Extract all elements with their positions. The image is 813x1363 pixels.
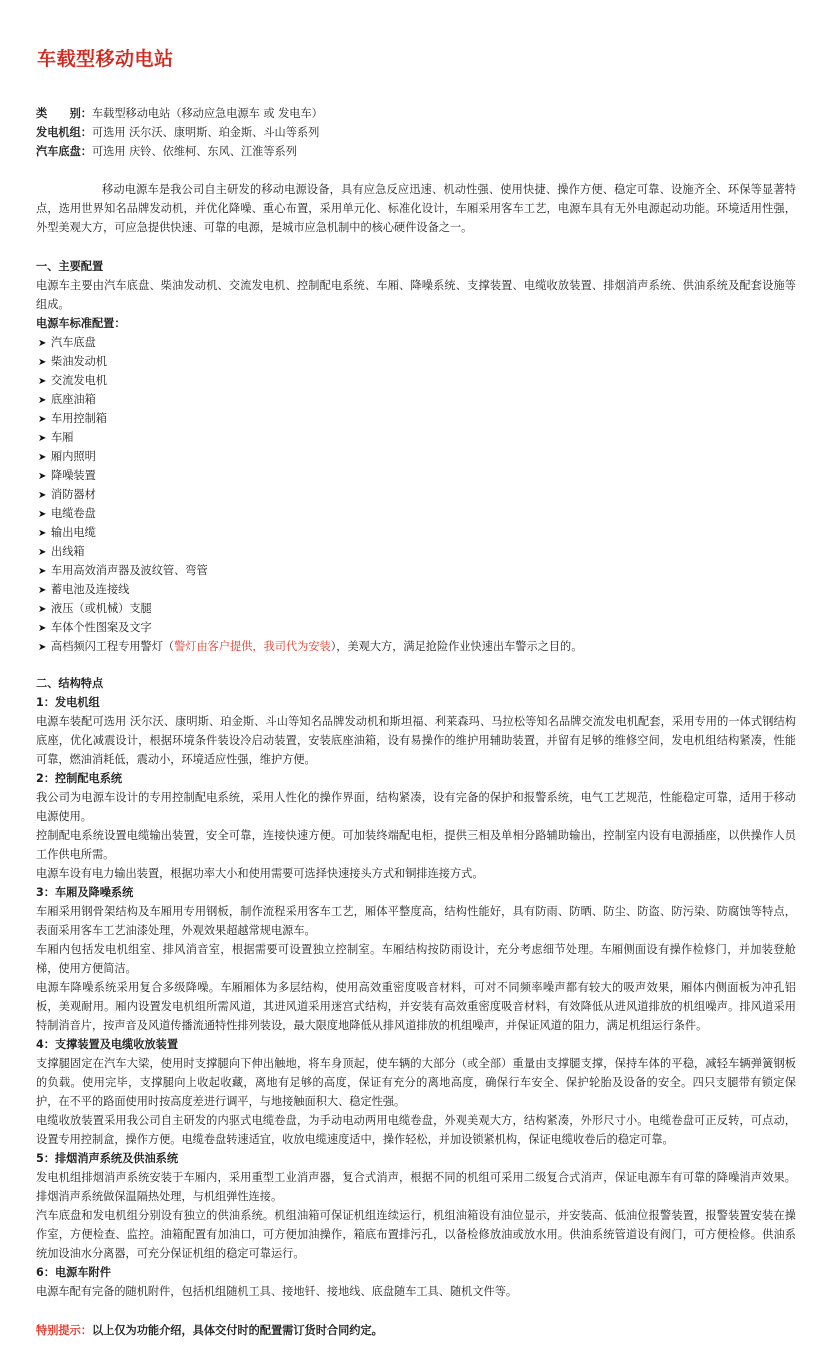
s5-heading: 5：排烟消声系统及供油系统 — [36, 1152, 179, 1165]
category-value: 车载型移动电站（移动应急电源车 或 发电车） — [91, 107, 323, 120]
s6-heading: 6：电源车附件 — [36, 1266, 111, 1279]
intro-paragraph: 移动电源车是我公司自主研发的移动电源设备，具有应急反应迅速、机动性强、使用快捷、操作方便、稳定可靠、设施齐全、环保等显著特点，选用世界知名品牌发动机，并优化降噪、重心布置，采用单元化、标准化设计，车厢采用客车工艺，电源车具有无外电源起动功能。环境适用性强，外型美观大方，可应急提供快速、可靠的电源，是城市应急机制中的核心硬件设备之一。 — [36, 183, 796, 234]
category-label: 类 别： — [36, 107, 92, 120]
arrow-bullet-icon: ➤ — [38, 604, 47, 615]
s2-heading: 2：控制配电系统 — [36, 772, 123, 785]
list-item: ➤ 底座油箱 — [38, 390, 582, 409]
notice-label: 特别提示： — [36, 1324, 92, 1337]
list-item: ➤ 液压（或机械）支腿 — [38, 599, 582, 618]
list-item: ➤ 车体个性图案及文字 — [38, 618, 582, 637]
s2-text2: 控制配电系统设置电缆输出装置，安全可靠，连接快速方便。可加装终端配电柜，提供三相及单相分路辅助输出，控制室内设有电源插座，以供操作人员工作供电所需。 — [36, 829, 796, 861]
s1-text: 电源车装配可选用 沃尔沃、康明斯、珀金斯、斗山等知名品牌发动机和斯坦福、利莱森玛、马拉松等知名品牌交流发电机配套，采用专用的一体式钢结构底座，优化减震设计，根据环境条件装设冷启动装置，安装底座油箱，设有易操作的维护用辅助装置，并留有足够的维修空间，发电机组结构紧凑，性能可靠，燃油消耗低，震动小，环境适应性强，维护方便。 — [36, 715, 796, 766]
list-item: ➤ 车厢 — [38, 428, 582, 447]
s2-text1: 我公司为电源车设计的专用控制配电系统，采用人性化的操作界面，结构紧凑，设有完备的保护和报警系统，电气工艺规范，性能稳定可靠，适用于移动电源使用。 — [36, 791, 796, 823]
arrow-bullet-icon: ➤ — [38, 547, 47, 558]
notice-text: 以上仅为功能介绍，具体交付时的配置需订货时合同约定。 — [91, 1324, 383, 1337]
list-item: ➤ 交流发电机 — [38, 371, 582, 390]
list-item: ➤ 汽车底盘 — [38, 333, 582, 352]
s4-heading: 4：支撑装置及电缆收放装置 — [36, 1038, 179, 1051]
arrow-bullet-icon: ➤ — [38, 623, 47, 634]
section1-text: 电源车主要由汽车底盘、柴油发动机、交流发电机、控制配电系统、车厢、降噪系统、支撑装置、电缆收放装置、排烟消声系统、供油系统及配套设施等组成。 — [36, 279, 796, 311]
s3-heading: 3：车厢及降噪系统 — [36, 886, 134, 899]
list-item: ➤ 高档频闪工程专用警灯（警灯由客户提供，我司代为安装），美观大方，满足抢险作业快速出车警示之目的。 — [38, 637, 582, 656]
arrow-bullet-icon: ➤ — [38, 395, 47, 406]
chassis-label: 汽车底盘： — [36, 145, 92, 158]
list-item: ➤ 车用控制箱 — [38, 409, 582, 428]
arrow-bullet-icon: ➤ — [38, 338, 47, 349]
list-item: ➤ 消防器材 — [38, 485, 582, 504]
s5-text1: 发电机组排烟消声系统安装于车厢内，采用重型工业消声器，复合式消声，根据不同的机组可采用二级复合式消声，保证电源车有可靠的降噪消声效果。排烟消声系统做保温隔热处理，与机组弹性连接。 — [36, 1171, 796, 1203]
list-item: ➤ 电缆卷盘 — [38, 504, 582, 523]
arrow-bullet-icon: ➤ — [38, 414, 47, 425]
s3-text2: 车厢内包括发电机组室、排风消音室，根据需要可设置独立控制室。车厢结构按防雨设计，充分考虑细节处理。车厢侧面设有操作检修门，并加装登舱梯，使用方便简洁。 — [36, 943, 796, 975]
chassis-value: 可选用 庆铃、依维柯、东风、江淮等系列 — [91, 145, 297, 158]
s3-text3: 电源车降噪系统采用复合多级降噪。车厢厢体为多层结构，使用高效重密度吸音材料，可对不同频率噪声都有较大的吸声效果，厢体内侧面板为冲孔铝板，美观耐用。厢内设置发电机组所需风道，其进风道采用迷宫式结构，并安装有高效重密度吸音材料，有效降低从进风道排放的机组噪声。排风道采用特制消音片，按声音及风道传播流通特性排列装设，最大限度地降低从排风道排放的机组噪声，并保证风道的阻力，满足机组运行条件。 — [36, 981, 796, 1032]
list-item: ➤ 厢内照明 — [38, 447, 582, 466]
s5-text2: 汽车底盘和发电机组分别设有独立的供油系统。机组油箱可保证机组连续运行，机组油箱设有油位显示，并安装高、低油位报警装置，报警装置安装在操作室，方便检查、监控。油箱配置有加油口，可方便加油操作，箱底布置排污孔，以备检修放油或放水用。供油系统管道设有阀门，可方便检修。供油系统加设油水分离器，可充分保证机组的稳定可靠运行。 — [36, 1209, 796, 1260]
section1-heading: 一、主要配置 — [36, 260, 104, 273]
list-item: ➤ 出线箱 — [38, 542, 582, 561]
list-item: ➤ 降噪装置 — [38, 466, 582, 485]
list-item: ➤ 车用高效消声器及波纹管、弯管 — [38, 561, 582, 580]
arrow-bullet-icon: ➤ — [38, 509, 47, 520]
s1-heading: 1：发电机组 — [36, 696, 100, 709]
arrow-bullet-icon: ➤ — [38, 528, 47, 539]
arrow-bullet-icon: ➤ — [38, 471, 47, 482]
standard-config-heading: 电源车标准配置： — [36, 317, 126, 330]
s4-text1: 支撑腿固定在汽车大梁，使用时支撑腿向下伸出触地，将车身顶起，使车辆的大部分（或全部）重量由支撑腿支撑，保持车体的平稳，减轻车辆弹簧钢板的负载。使用完毕，支撑腿向上收起收藏，离地有足够的高度，保证有充分的离地高度，确保行车安全、保护轮胎及设备的安全。四只支腿带有锁定保护，在不平的路面使用时按高度差进行调平，与地接触面积大、稳定性强。 — [36, 1057, 796, 1108]
page-title: 车载型移动电站 — [37, 48, 174, 70]
list-item: ➤ 输出电缆 — [38, 523, 582, 542]
special-notice — [36, 1321, 383, 1340]
arrow-bullet-icon: ➤ — [38, 585, 47, 596]
arrow-bullet-icon: ➤ — [38, 357, 47, 368]
chassis-row — [36, 142, 297, 161]
s6-text: 电源车配有完备的随机附件，包括机组随机工具、接地钎、接地线、底盘随车工具、随机文件等。 — [36, 1285, 518, 1298]
category-row — [36, 104, 323, 123]
s4-text2: 电缆收放装置采用我公司自主研发的内驱式电缆卷盘，为手动电动两用电缆卷盘，外观美观大方，结构紧凑，外形尺寸小。电缆卷盘可正反转，可点动，设置专用控制盒，操作方便。电缆卷盘转速适宜，收放电缆速度适中，操作轻松，并加设锁紧机构，保证电缆收卷后的稳定可靠。 — [36, 1114, 796, 1146]
arrow-bullet-icon: ➤ — [38, 452, 47, 463]
arrow-bullet-icon: ➤ — [38, 376, 47, 387]
standard-config-list — [38, 333, 582, 656]
list-item: ➤ 蓄电池及连接线 — [38, 580, 582, 599]
genset-label: 发电机组： — [36, 126, 92, 139]
arrow-bullet-icon: ➤ — [38, 490, 47, 501]
s3-text1: 车厢采用钢骨架结构及车厢用专用钢板，制作流程采用客车工艺，厢体平整度高，结构性能好，具有防雨、防晒、防尘、防盗、防污染、防腐蚀等特点，表面采用客车工艺油漆处理，外观效果超越常规电源车。 — [36, 905, 796, 937]
section2-heading: 二、结构特点 — [36, 677, 104, 690]
list-item: ➤ 柴油发动机 — [38, 352, 582, 371]
arrow-bullet-icon: ➤ — [38, 433, 47, 444]
arrow-bullet-icon: ➤ — [38, 642, 47, 653]
s2-text3: 电源车设有电力输出装置，根据功率大小和使用需要可选择快速接头方式和铜排连接方式。 — [36, 867, 484, 880]
genset-value: 可选用 沃尔沃、康明斯、珀金斯、斗山等系列 — [91, 126, 320, 139]
arrow-bullet-icon: ➤ — [38, 566, 47, 577]
genset-row — [36, 123, 319, 142]
warning-light-note: 警灯由客户提供，我司代为安装 — [174, 640, 331, 653]
